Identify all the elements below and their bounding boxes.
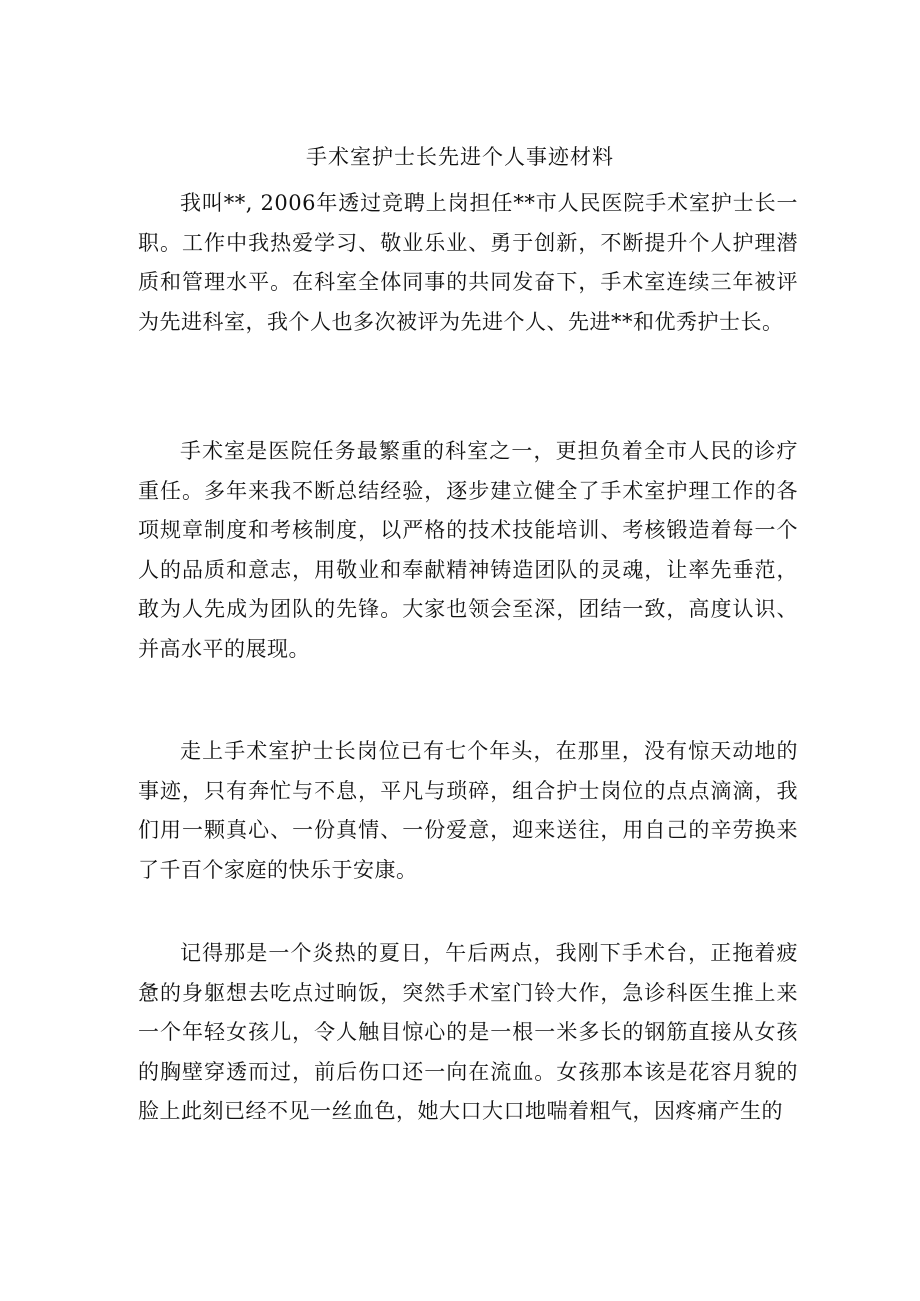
document-title: 手术室护士长先进个人事迹材料 [306,145,614,169]
paragraph-2: 手术室是医院任务最繁重的科室之一，更担负着全市人民的诊疗重任。多年来我不断总结经验，逐步建立健全了手术室护理工作的各项规章制度和考核制度，以严格的技术技能培训、考核锻造着每一个人的品质和意志，用敬业和奉献精神铸造团队的灵魂，让率先垂范，敢为人先成为团队的先锋。大家也领会至深，团结一致，高度认识、并高水平的展现。 [138,439,798,661]
paragraph-3: 走上手术室护士长岗位已有七个年头，在那里，没有惊天动地的事迹，只有奔忙与不息，平凡与琐碎，组合护士岗位的点点滴滴，我们用一颗真心、一份真情、一份爱意，迎来送往，用自己的辛劳换来了千百个家庭的快乐于安康。 [138,739,798,882]
paragraph-1: 我叫**, 2006年透过竞聘上岗担任**市人民医院手术室护士长一职。工作中我热爱学习、敬业乐业、勇于创新，不断提升个人护理潜质和管理水平。在科室全体同事的共同发奋下，手术室连续三年被评为先进科室，我个人也多次被评为先进个人、先进**和优秀护士长。 [138,191,798,334]
paragraph-4: 记得那是一个炎热的夏日，午后两点，我刚下手术台，正拖着疲惫的身躯想去吃点过晌饭，突然手术室门铃大作，急诊科医生推上来一个年轻女孩儿，令人触目惊心的是一根一米多长的钢筋直接从女孩的胸壁穿透而过，前后伤口还一向在流血。女孩那本该是花容月貌的脸上此刻已经不见一丝血色，她大口大口地喘着粗气，因疼痛产生的 [138,941,798,1123]
